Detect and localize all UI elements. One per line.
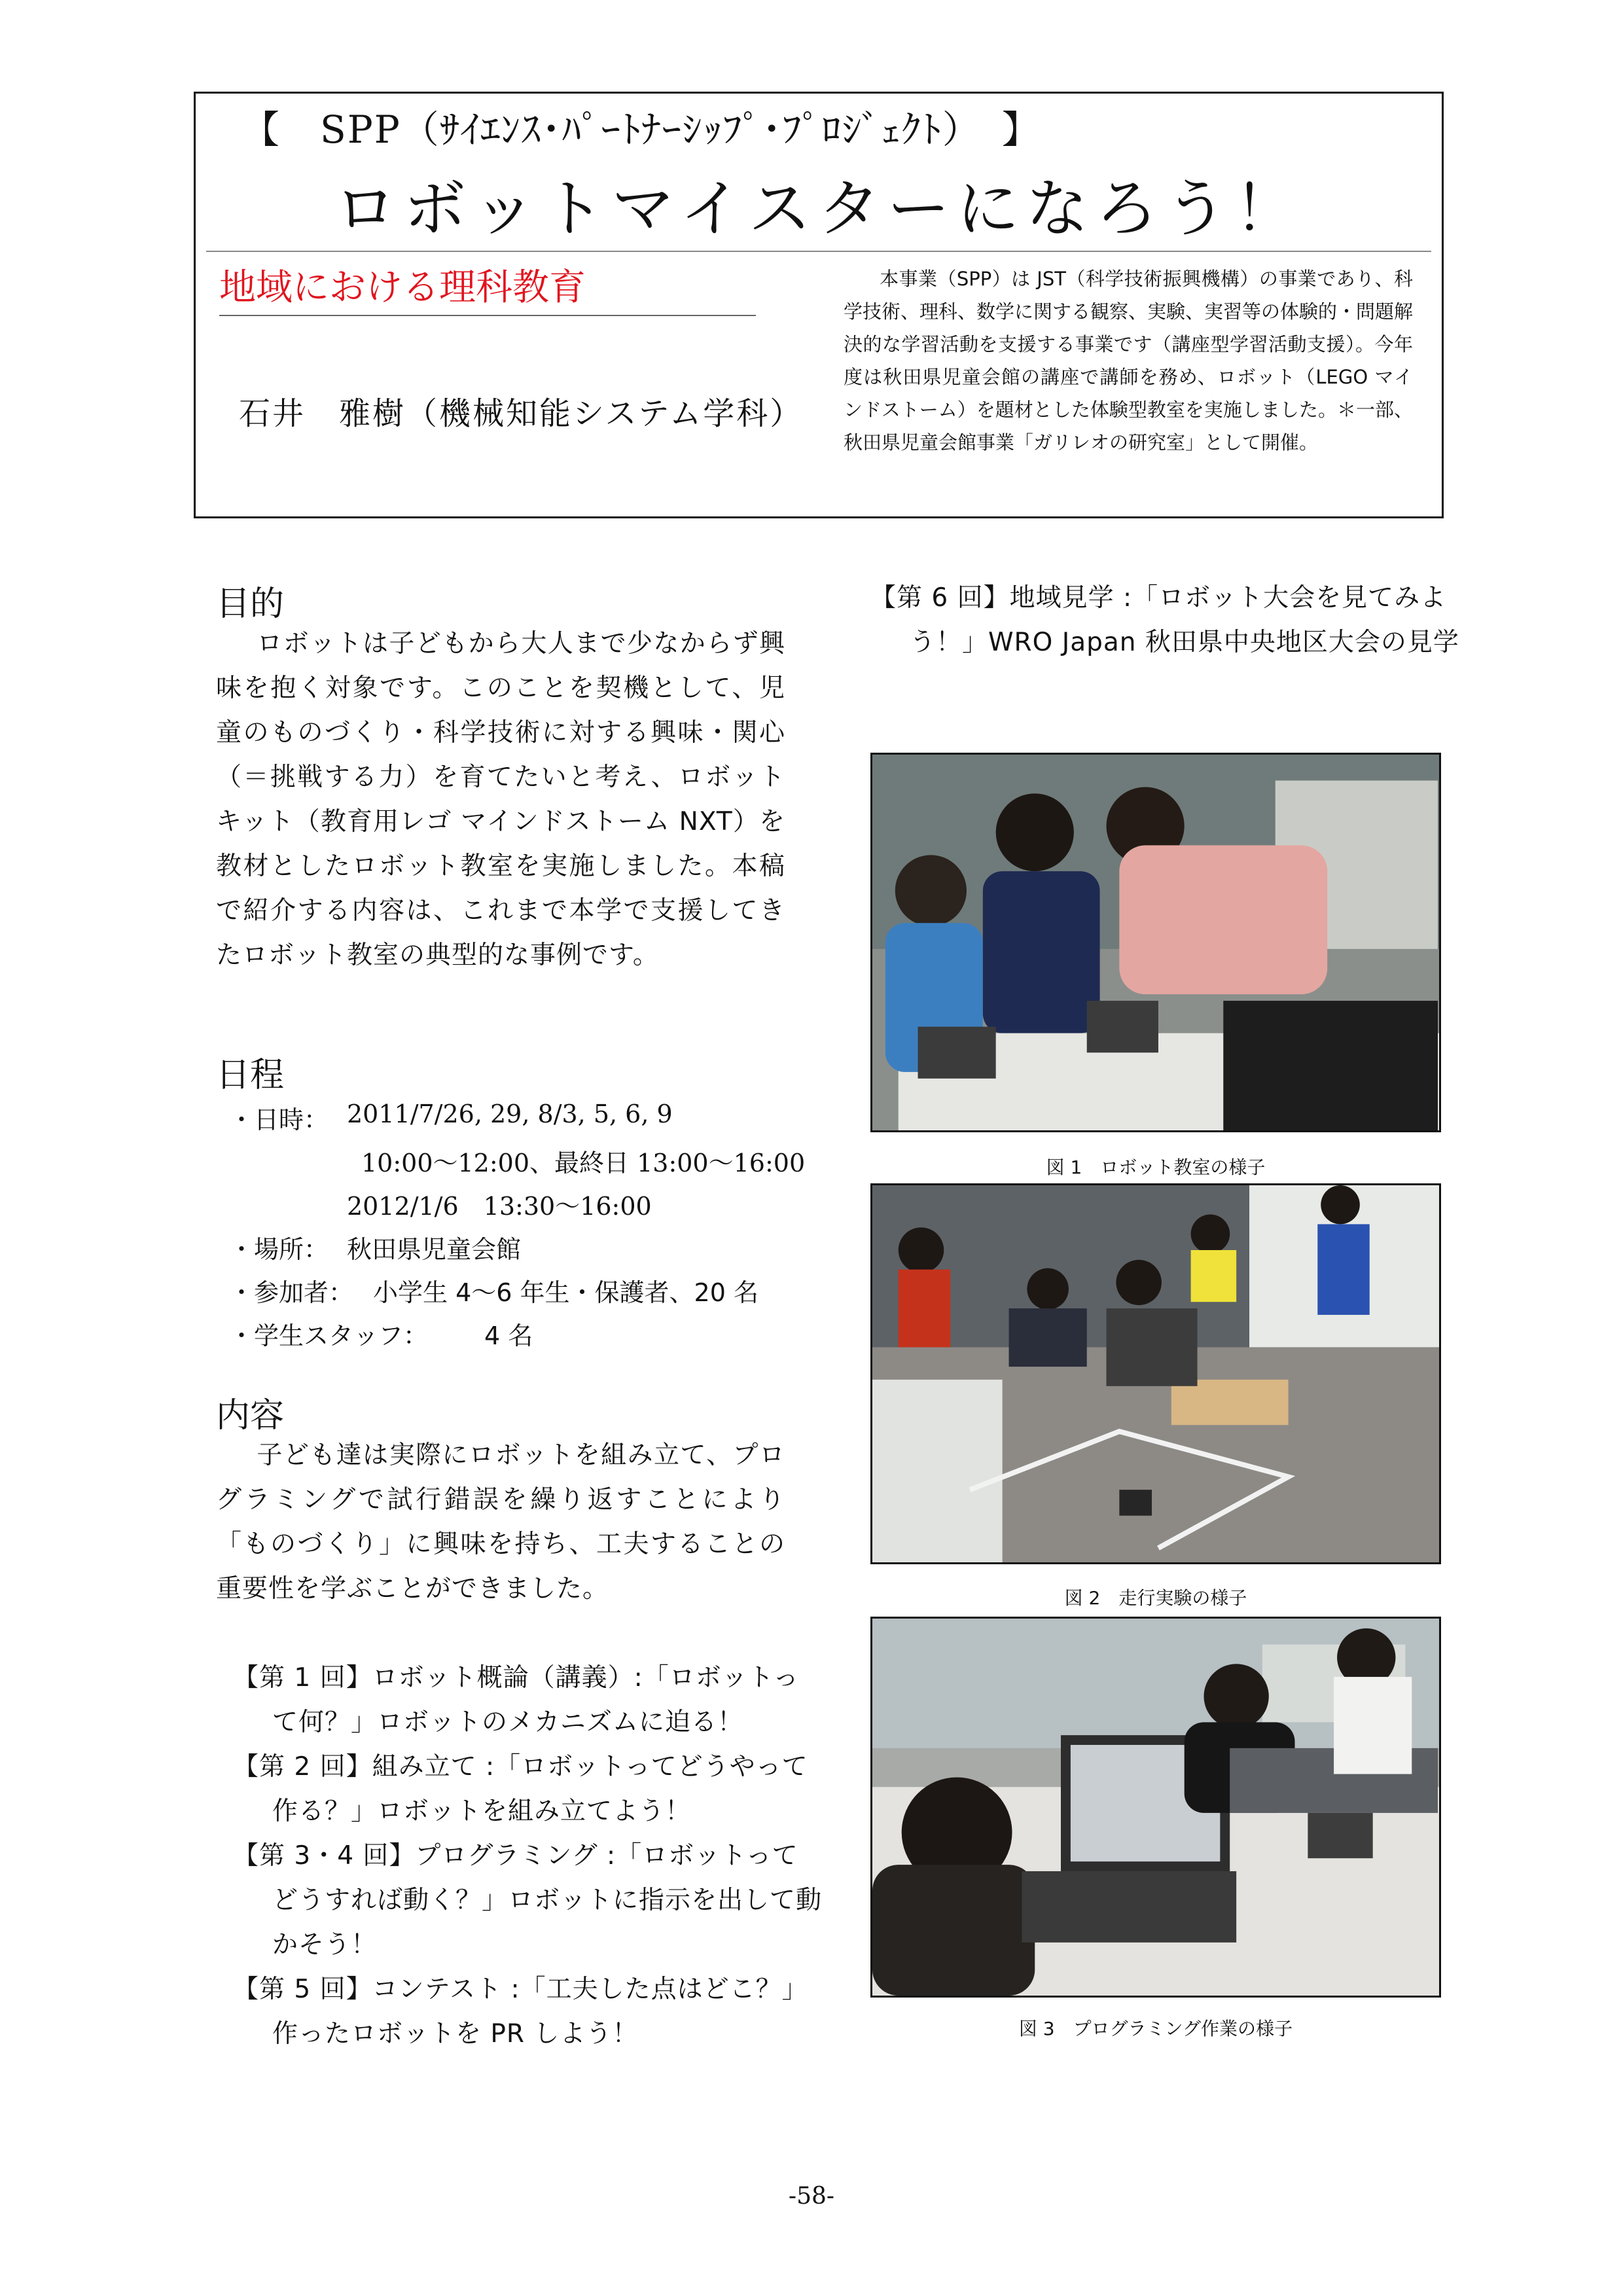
figure-3-caption: 図 3 プログラミング作業の様子: [1018, 2018, 1293, 2039]
purpose-heading: 目的: [216, 584, 285, 624]
subtitle: 地域における理科教育: [219, 266, 586, 309]
participants-label: ・参加者：: [229, 1278, 354, 1307]
session-1: 【第 1 回】ロボット概論（講義）:「ロボットって何？」ロボットのメカニズムに迫る！: [233, 1663, 800, 1737]
session-2: 【第 2 回】組み立て :「ロボットってどうやって作る？」ロボットを組み立てよう！: [233, 1752, 808, 1826]
datetime-line-3: 2012/1/6 13:30〜16:00: [347, 1192, 652, 1221]
content-heading: 内容: [216, 1396, 285, 1435]
figure-1-caption: 図 1 ロボット教室の様子: [1046, 1157, 1266, 1178]
session-5: 【第 5 回】コンテスト :「工夫した点はどこ？」作ったロボットを PR しよう！: [233, 1975, 808, 2049]
schedule-staff: [229, 1316, 533, 1352]
author: 石井 雅樹（機械知能システム学科）: [239, 395, 804, 432]
datetime-line-1: 2011/7/26, 29, 8/3, 5, 6, 9: [347, 1100, 673, 1128]
schedule-heading: 日程: [216, 1056, 285, 1095]
staff-label: ・学生スタッフ：: [229, 1321, 429, 1350]
schedule-participants: [229, 1272, 758, 1308]
schedule-datetime: [229, 1100, 673, 1136]
place-label: ・場所：: [229, 1235, 329, 1264]
datetime-label: ・日時：: [229, 1105, 329, 1134]
session-3-4: 【第 3・4 回】プログラミング :「ロボットってどうすれば動く？」ロボットに指示を出して動かそう！: [233, 1841, 823, 1960]
content-text: 子ども達は実際にロボットを組み立て、プログラミングで試行錯誤を繰り返すことにより「ものづくり」に興味を持ち、工夫することの重要性を学ぶことができました。: [216, 1441, 785, 1604]
purpose-text: ロボットは子どもから大人まで少なからず興味を抱く対象です。このことを契機として、児童のものづくり・科学技術に対する興味・関心（＝挑戦する力）を育てたいと考え、ロボットキット（教育用レゴ マインドストーム NXT）を教材としたロボット教室を実施しました。本稿で紹介する内容は、これまで本学で支援してきたロボット教室の典型的な事例です。: [216, 629, 785, 970]
schedule-place: [229, 1229, 522, 1265]
header-box: [194, 92, 1444, 518]
figure-2-photo: [870, 1183, 1441, 1564]
page-title: ロボットマイスターになろう！: [334, 172, 1304, 245]
summary-text: 本事業（SPP）は JST（科学技術振興機構）の事業であり、科学技術、理科、数学に関する観察、実験、実習等の体験的・問題解決的な学習活動を支援する事業です（講座型学習活動支援）。今年度は秋田県児童会館の講座で講師を務め、ロボット（LEGO マインドストーム）を題材とした体験型教室を実施しました。＊一部、秋田県児童会館事業「ガリレオの研究室」として開催。: [844, 268, 1414, 454]
page-number: -58-: [788, 2183, 835, 2210]
figure-1-photo: [870, 753, 1441, 1132]
participants-value: 小学生 4〜6 年生・保護者、20 名: [373, 1278, 758, 1307]
subtitle-divider: [219, 315, 756, 316]
spp-heading: 【 SPP（ｻｲｴﾝｽ･ﾊﾟｰﾄﾅｰｼｯﾌﾟ･ﾌﾟﾛｼﾞｪｸﾄ） 】: [241, 107, 1041, 152]
datetime-line-2: 10:00〜12:00、最終日 13:00〜16:00: [361, 1149, 806, 1177]
session-6: 【第 6 回】地域見学 :「ロボット大会を見てみよう！」WRO Japan 秋田県中央地区大会の見学: [870, 583, 1459, 657]
figure-3-photo: [870, 1617, 1441, 1998]
place-value: 秋田県児童会館: [347, 1235, 522, 1264]
header-divider: [206, 251, 1431, 252]
staff-value: 4 名: [484, 1321, 533, 1350]
figure-2-caption: 図 2 走行実験の様子: [1064, 1587, 1247, 1609]
